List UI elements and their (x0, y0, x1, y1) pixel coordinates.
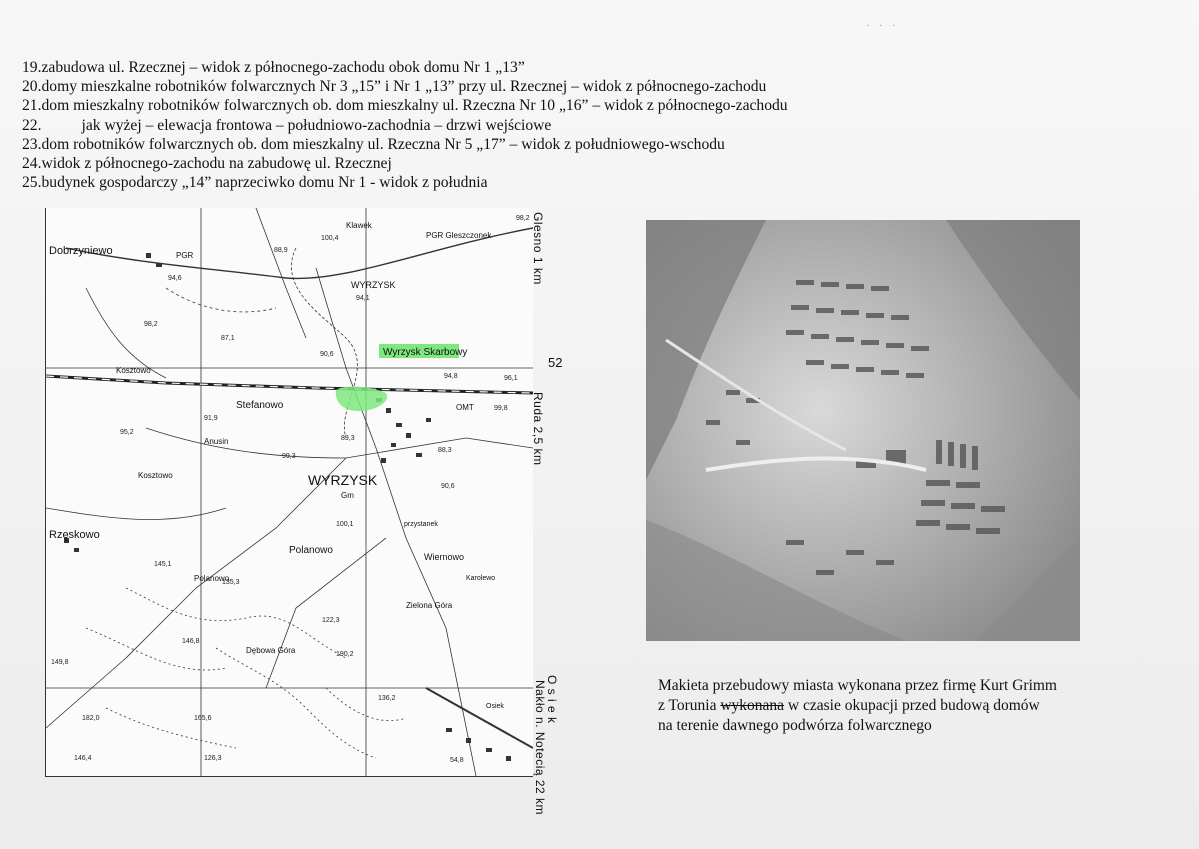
svg-text:90,6: 90,6 (320, 351, 334, 358)
svg-text:87,1: 87,1 (221, 335, 235, 342)
svg-text:182,0: 182,0 (82, 715, 100, 722)
svg-text:136,2: 136,2 (378, 695, 396, 702)
map-label-gm: Gm (341, 491, 354, 500)
svg-text:89,3: 89,3 (341, 435, 355, 442)
map-label-stefanowo: Stefanowo (236, 400, 284, 411)
svg-text:94,6: 94,6 (168, 275, 182, 282)
svg-text:94,8: 94,8 (444, 373, 458, 380)
map-label-wyrzysk: WYRZYSK (308, 472, 378, 488)
svg-text:90,6: 90,6 (441, 483, 455, 490)
caption-22: 22. jak wyżej – elewacja frontowa – południowo-zachodnia – drzwi wejściowe (22, 116, 552, 134)
photo-caption-list (22, 58, 922, 192)
map-direction-osiek: O s i e k (545, 675, 559, 724)
svg-text:145,1: 145,1 (154, 561, 172, 568)
svg-text:99,8: 99,8 (494, 405, 508, 412)
svg-text:88,3: 88,3 (438, 447, 452, 454)
map-direction-naklo: Nakło n. Notecią 22 km (533, 680, 547, 816)
map-grid-number: 52 (548, 355, 563, 370)
svg-text:135,3: 135,3 (222, 579, 240, 586)
svg-text:146,8: 146,8 (182, 638, 200, 645)
map-label-polanowo: Polanowo (289, 545, 333, 556)
town-model-image (646, 220, 1080, 641)
map-label-karolewo: Karolewo (466, 575, 496, 582)
svg-text:100,4: 100,4 (321, 235, 339, 242)
map-label-dobrzyniewo: Dobrzyniewo (49, 245, 113, 257)
map-label-kosztowo: Kosztowo (138, 471, 173, 480)
map-direction-ruda: Ruda 2,5 km (531, 392, 545, 466)
map-direction-glesno: Glesno 1 km (531, 212, 545, 285)
map-label-osiek: Osiek (486, 703, 504, 710)
map-label-pgr: PGR (176, 251, 194, 260)
svg-text:91,9: 91,9 (204, 415, 218, 422)
svg-text:54,8: 54,8 (450, 757, 464, 764)
town-blocks (64, 253, 511, 761)
svg-text:95,2: 95,2 (120, 429, 134, 436)
highlight-label: Wyrzysk Skarbowy (383, 347, 468, 358)
caption-24: 24.widok z północnego-zachodu na zabudowę ul. Rzecznej (22, 155, 392, 173)
map-label-przystanek: przystanek (404, 521, 438, 528)
caption-23: 23.dom robotników folwarcznych ob. dom mieszkalny ul. Rzeczna Nr 5 „17” – widok z południowego-wschodu (22, 135, 725, 153)
map-label-anusin: Anusin (204, 437, 229, 446)
map-label-wiernowo: Wiernowo (424, 552, 465, 562)
map-label-omt: OMT (456, 403, 474, 412)
model-caption-line-3: na terenie dawnego podwórza folwarcznego (658, 717, 932, 734)
caption-21: 21.dom mieszkalny robotników folwarcznych ob. dom mieszkalny ul. Rzeczna Nr 10 „16” – widok z północnego-zachodu (22, 97, 788, 115)
svg-text:94,1: 94,1 (356, 295, 370, 302)
map-elevations (51, 215, 530, 764)
svg-text:146,4: 146,4 (74, 755, 92, 762)
svg-text:98,2: 98,2 (516, 215, 530, 222)
svg-text:88,9: 88,9 (274, 247, 288, 254)
map-labels (49, 221, 504, 710)
svg-text:149,8: 149,8 (51, 659, 69, 666)
map-label-rzeskowo: Rzęskowo (49, 529, 100, 541)
map-drawing (46, 208, 533, 776)
map-label-debowa-gora: Dębowa Góra (246, 646, 296, 655)
svg-text:122,3: 122,3 (322, 617, 340, 624)
caption-19: 19.zabudowa ul. Rzecznej – widok z północnego-zachodu obok domu Nr 1 „13” (22, 59, 525, 76)
map-label-klawek: Klawek (346, 221, 372, 230)
svg-text:190,2: 190,2 (336, 651, 354, 658)
svg-text:100,1: 100,1 (336, 521, 354, 528)
caption-20: 20.domy mieszkalne robotników folwarcznych Nr 3 „15” i Nr 1 „13” przy ul. Rzecznej – widok z północnego-zachodu (22, 78, 767, 96)
topographic-map (45, 208, 533, 777)
svg-text:96,1: 96,1 (504, 375, 518, 382)
scan-speckle: . . . (866, 18, 899, 29)
svg-text:126,3: 126,3 (204, 755, 222, 762)
struck-word: wykonana (720, 697, 785, 714)
model-caption (658, 676, 1098, 736)
caption-25: 25.budynek gospodarczy „14” naprzeciwko domu Nr 1 - widok z południa (22, 174, 488, 192)
model-caption-line-1: Makieta przebudowy miasta wykonana przez firmę Kurt Grimm (658, 677, 1057, 694)
map-label-kosztowo-2: Kosztowo (116, 366, 151, 375)
svg-text:165,6: 165,6 (194, 715, 212, 722)
svg-text:98,2: 98,2 (144, 321, 158, 328)
map-label-zielona-gora: Zielona Góra (406, 601, 453, 610)
map-label-pgr-gleszczonek: PGR Gleszczonek (426, 231, 492, 240)
map-label-wyrzysk-small: WYRZYSK (351, 280, 396, 290)
town-model-photo (646, 220, 1080, 641)
model-caption-line-2: z Torunia wykonana w czasie okupacji przed budową domów (658, 697, 1040, 714)
svg-text:99,3: 99,3 (282, 453, 296, 460)
map-label-polanowo-2: Polanowo (194, 574, 230, 583)
